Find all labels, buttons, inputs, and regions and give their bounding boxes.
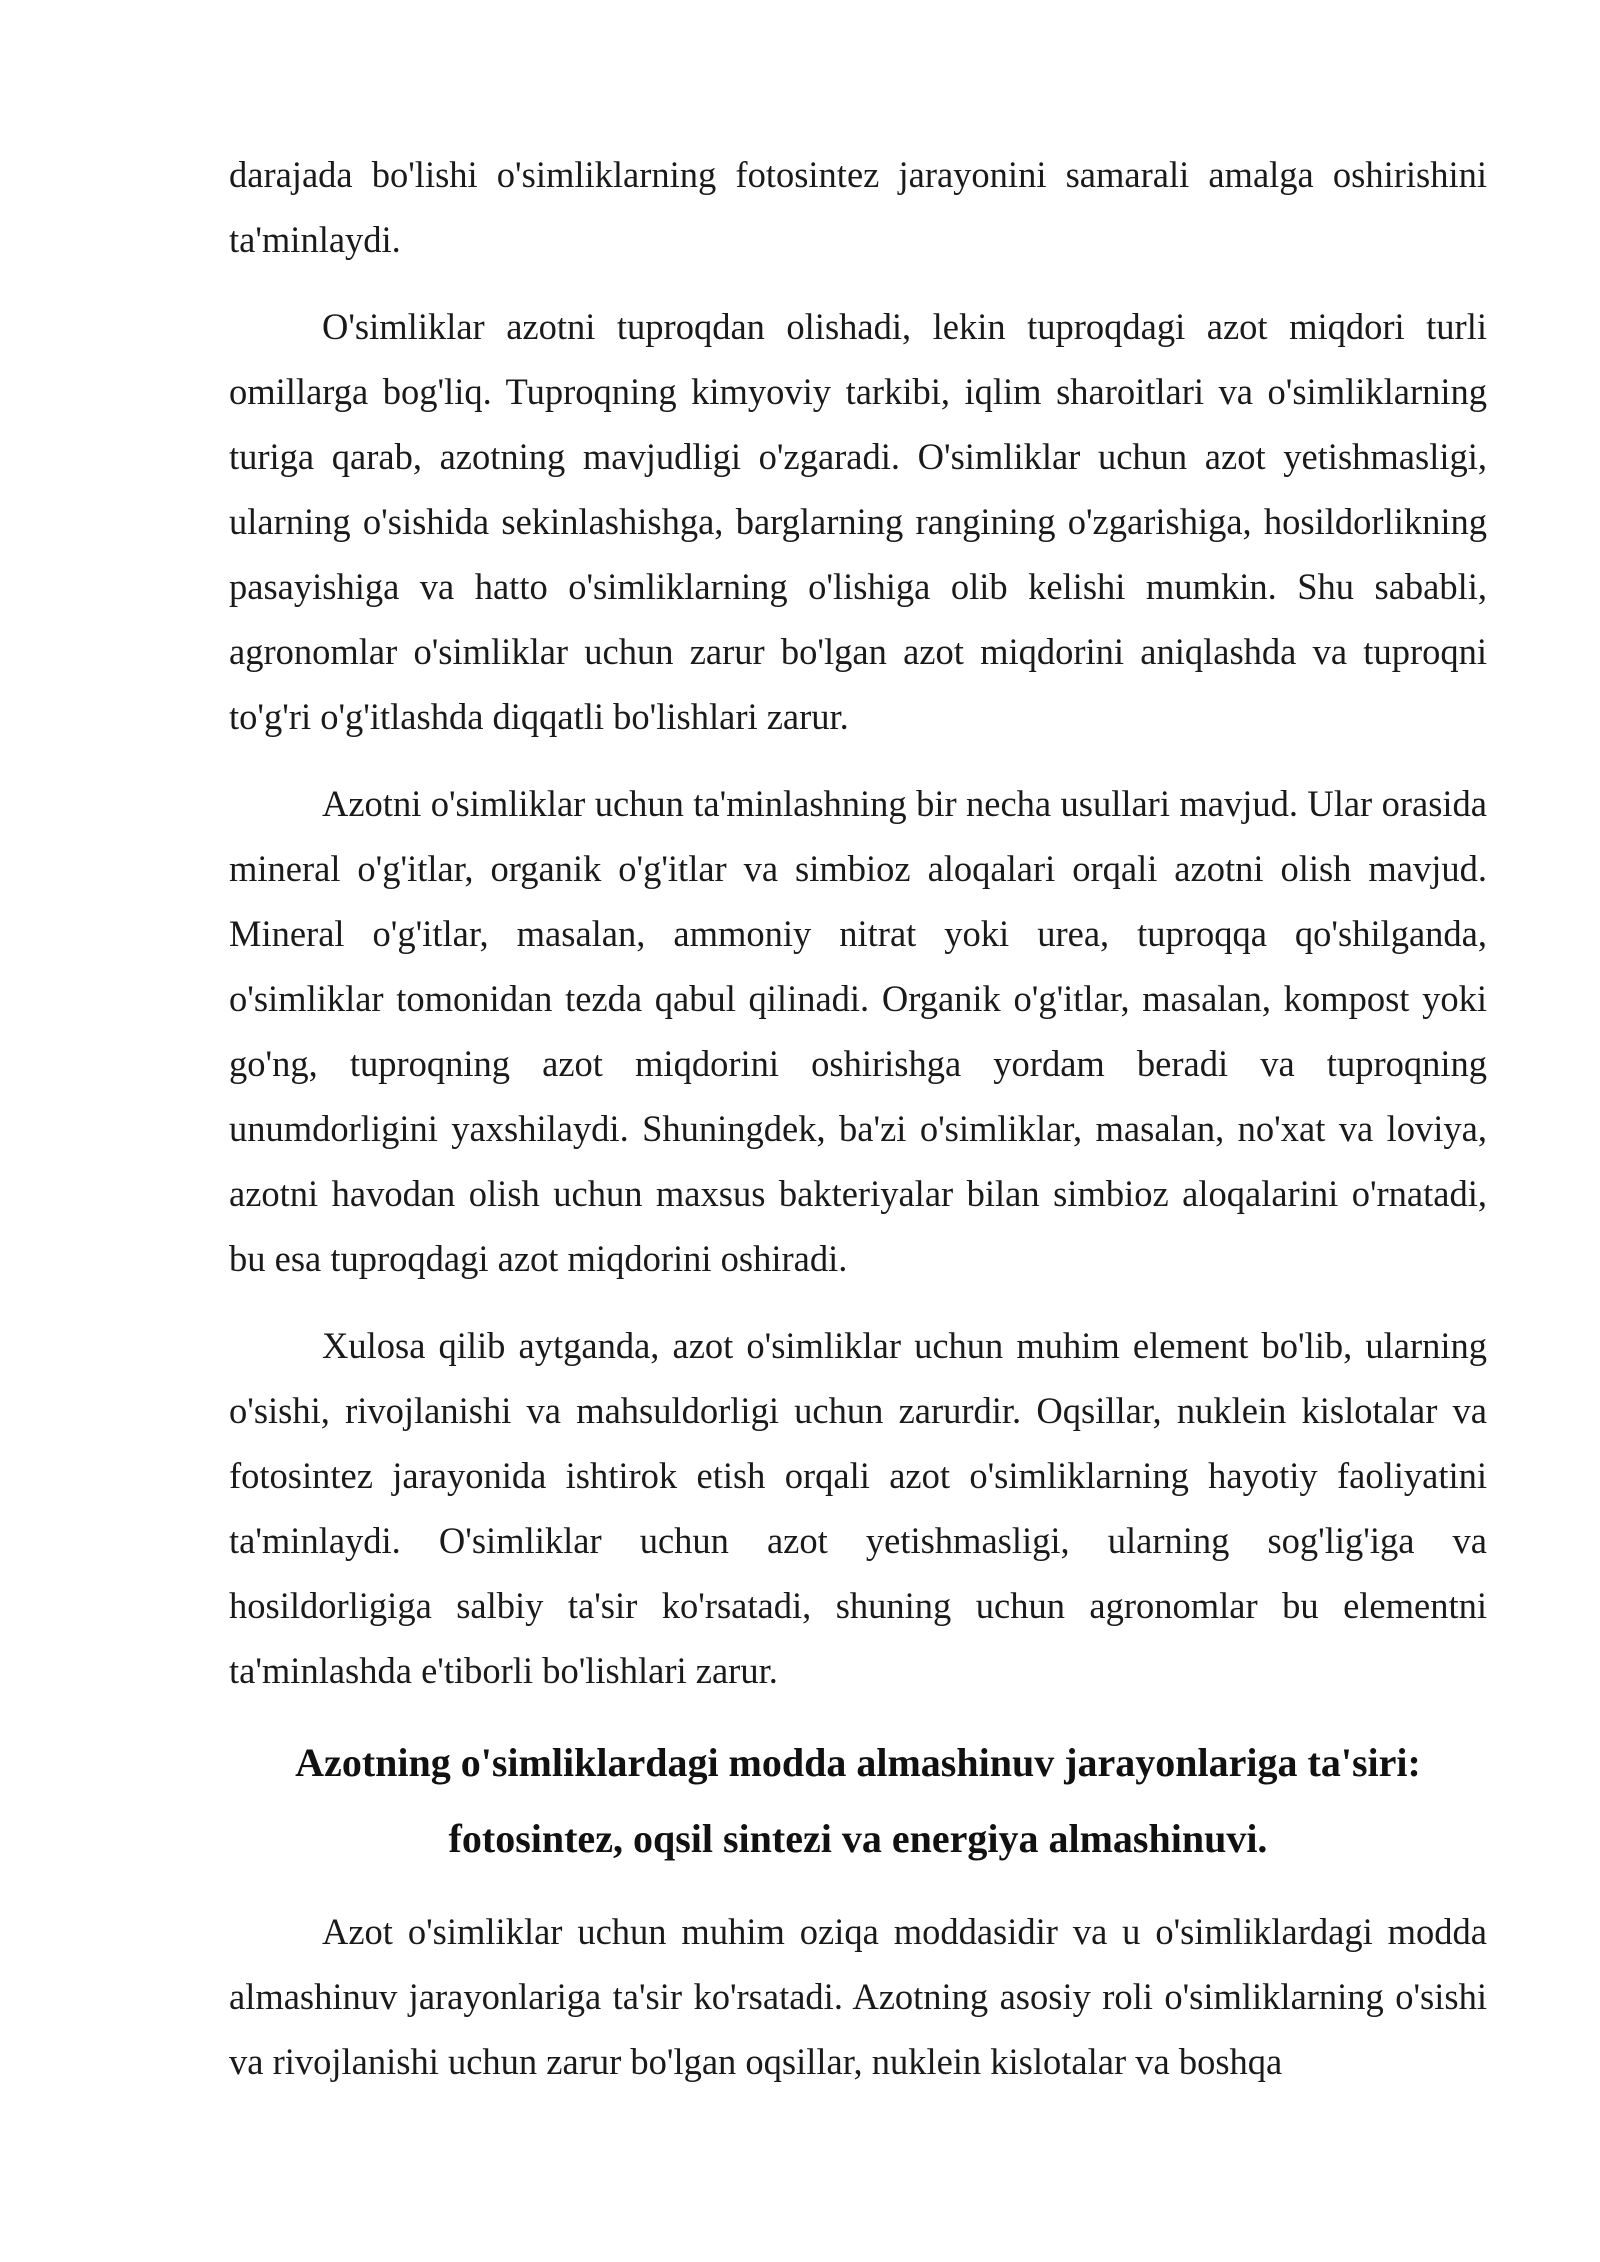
paragraph-azot-oziqa-moddasi: Azot o'simliklar uchun muhim oziqa moddasidir va u o'simliklardagi modda almashinuv jarayonlariga ta'sir ko'rsatadi. Azotning asosiy roli o'simliklarning o'sishi va rivojlanishi uchun zarur bo'lgan oqsillar, nuklein kislotalar va boshqa: [229, 1911, 1487, 2082]
paragraph-xulosa: Xulosa qilib aytganda, azot o'simliklar uchun muhim element bo'lib, ularning o'sishi, rivojlanishi va mahsuldorligi uchun zarurdir. Oqsillar, nuklein kislotalar va fotosintez jarayonida ishtirok etish orqali azot o'simliklarning hayotiy faoliyatini ta'minlaydi. O'simliklar uchun azot yetishmasligi, ularning sog'lig'iga va hosildorligiga salbiy ta'sir ko'rsatadi, shuning uchun agronomlar bu elementni ta'minlashda e'tiborli bo'lishlari zarur.: [229, 1325, 1487, 1691]
document-body: [229, 142, 1487, 2116]
paragraph-azot-tuproqdan: O'simliklar azotni tuproqdan olishadi, lekin tuproqdagi azot miqdori turli omillarga bog'liq. Tuproqning kimyoviy tarkibi, iqlim sharoitlari va o'simliklarning turiga qarab, azotning mavjudligi o'zgaradi. O'simliklar uchun azot yetishmasligi, ularning o'sishida sekinlashishga, barglarning rangining o'zgarishiga, hosildorlikning pasayishiga va hatto o'simliklarning o'lishiga olib kelishi mumkin. Shu sababli, agronomlar o'simliklar uchun zarur bo'lgan azot miqdorini aniqlashda va tuproqni to'g'ri o'g'itlashda diqqatli bo'lishlari zarur.: [229, 306, 1487, 737]
section-heading-line-1: Azotning o'simliklardagi modda almashinuv jarayonlariga ta'siri:: [295, 1740, 1421, 1785]
paragraph-continuation: darajada bo'lishi o'simliklarning fotosintez jarayonini samarali amalga oshirishini ta'minlaydi.: [229, 154, 1487, 260]
paragraph-azot-taminlash-usullari: Azotni o'simliklar uchun ta'minlashning bir necha usullari mavjud. Ular orasida mineral o'g'itlar, organik o'g'itlar va simbioz aloqalari orqali azotni olish mavjud. Mineral o'g'itlar, masalan, ammoniy nitrat yoki urea, tuproqqa qo'shilganda, o'simliklar tomonidan tezda qabul qilinadi. Organik o'g'itlar, masalan, kompost yoki go'ng, tuproqning azot miqdorini oshirishga yordam beradi va tuproqning unumdorligini yaxshilaydi. Shuningdek, ba'zi o'simliklar, masalan, no'xat va loviya, azotni havodan olish uchun maxsus bakteriyalar bilan simbioz aloqalarini o'rnatadi, bu esa tuproqdagi azot miqdorini oshiradi.: [229, 783, 1487, 1279]
section-heading-line-2: fotosintez, oqsil sintezi va energiya almashinuvi.: [448, 1816, 1268, 1861]
section-heading: [229, 1725, 1487, 1877]
